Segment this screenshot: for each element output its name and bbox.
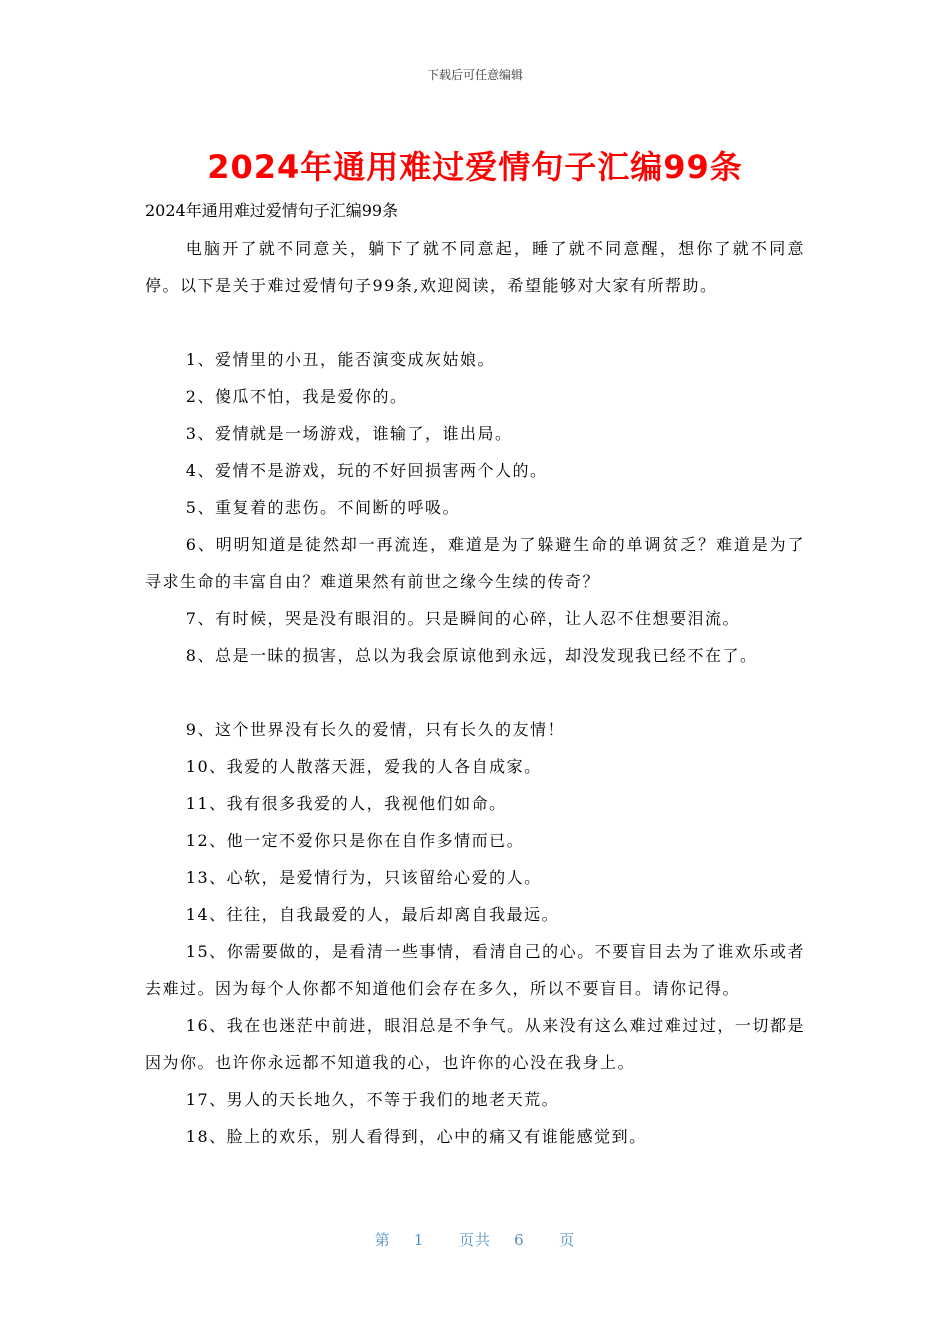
list-item: 4、爱情不是游戏，玩的不好回损害两个人的。 <box>185 461 548 480</box>
list-item: 6、明明知道是徒然却一再流连，难道是为了躲避生命的单调贫乏？难道是为了寻求生命的丰富自由？难道果然有前世之缘今生续的传奇？ <box>145 535 805 591</box>
list-item: 8、总是一昧的损害，总以为我会原谅他到永远，却没发现我已经不在了。 <box>185 646 758 665</box>
list-item: 16、我在也迷茫中前进，眼泪总是不争气。从来没有这么难过难过过，一切都是因为你。也许你永远都不知道我的心，也许你的心没在我身上。 <box>145 1016 805 1072</box>
page-label-prefix: 第 <box>374 1231 391 1249</box>
document-subtitle: 2024年通用难过爱情句子汇编99条 <box>145 201 399 220</box>
blank-line <box>145 674 805 711</box>
list-item: 5、重复着的悲伤。不间断的呼吸。 <box>185 498 460 517</box>
intro-paragraph: 电脑开了就不同意关，躺下了就不同意起，睡了就不同意醒，想你了就不同意停。以下是关于难过爱情句子99条,欢迎阅读，希望能够对大家有所帮助。 <box>145 239 805 295</box>
list-item: 3、爱情就是一场游戏，谁输了，谁出局。 <box>185 424 513 443</box>
list-item: 14、往往，自我最爱的人，最后却离自我最远。 <box>185 905 560 924</box>
list-item: 13、心软，是爱情行为，只该留给心爱的人。 <box>185 868 542 887</box>
list-item: 2、傻瓜不怕，我是爱你的。 <box>185 387 408 406</box>
list-item: 12、他一定不爱你只是你在自作多情而已。 <box>185 831 525 850</box>
list-item: 10、我爱的人散落天涯，爱我的人各自成家。 <box>185 757 542 776</box>
list-item: 15、你需要做的，是看清一些事情，看清自己的心。不要盲目去为了谁欢乐或者去难过。因为每个人你都不知道他们会存在多久，所以不要盲目。请你记得。 <box>145 942 805 998</box>
list-item: 9、这个世界没有长久的爱情，只有长久的友情！ <box>185 720 565 739</box>
list-item: 11、我有很多我爱的人，我视他们如命。 <box>185 794 507 813</box>
document-body <box>145 230 805 1155</box>
page-footer <box>0 1229 950 1250</box>
list-item: 1、爱情里的小丑，能否演变成灰姑娘。 <box>185 350 495 369</box>
current-page-number: 1 <box>413 1231 425 1249</box>
page-label-suffix: 页 <box>559 1231 576 1249</box>
document-title: 2024年通用难过爱情句子汇编99条 <box>207 148 743 186</box>
page-label-middle: 页共 <box>458 1231 491 1249</box>
blank-line <box>145 304 805 341</box>
total-pages-number: 6 <box>514 1231 525 1249</box>
list-item: 18、脸上的欢乐，别人看得到，心中的痛又有谁能感觉到。 <box>185 1127 647 1146</box>
list-item: 7、有时候，哭是没有眼泪的。只是瞬间的心碎，让人忍不住想要泪流。 <box>185 609 740 628</box>
list-item: 17、男人的天长地久，不等于我们的地老天荒。 <box>185 1090 560 1109</box>
header-note: 下载后可任意编辑 <box>426 68 523 82</box>
